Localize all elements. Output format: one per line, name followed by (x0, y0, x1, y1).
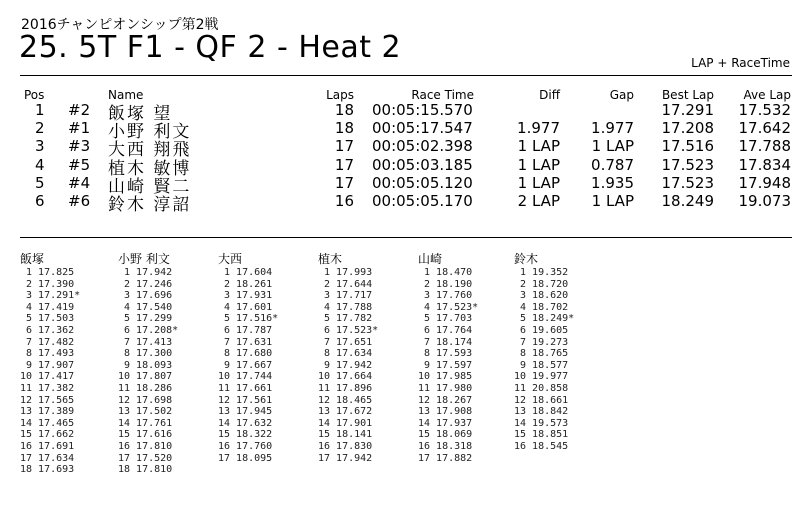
lap-time-entry: 11 17.980 (418, 382, 473, 394)
result-pos: 4 (35, 155, 45, 174)
lap-time-entry: 12 18.465 (318, 394, 373, 406)
result-race-time: 00:05:03.185 (372, 155, 473, 174)
lap-column-driver: 植木 (318, 252, 343, 266)
lap-time-entry: 12 18.661 (514, 394, 569, 406)
lap-time-entry: 6 17.208* (118, 324, 179, 336)
lap-time-entry: 12 17.561 (218, 394, 273, 406)
lap-time-entry: 15 17.616 (118, 429, 173, 441)
result-race-time: 00:05:05.170 (372, 192, 473, 210)
result-car-number: #4 (68, 173, 91, 192)
result-pos: 5 (35, 173, 45, 192)
result-laps: 17 (334, 155, 354, 174)
col-header-gap: Gap (609, 88, 634, 102)
lap-time-entry: 14 17.465 (20, 417, 75, 429)
result-best-lap: 17.523 (661, 173, 714, 192)
lap-time-entry: 9 17.667 (218, 359, 273, 371)
lap-time-entry: 6 17.787 (218, 324, 273, 336)
lap-time-entry: 6 19.605 (514, 324, 569, 336)
header-divider (20, 75, 792, 76)
result-laps: 16 (334, 192, 354, 210)
lap-time-entry: 4 17.523* (418, 301, 479, 313)
lap-time-entry: 7 17.413 (118, 336, 173, 348)
report-mode-label: LAP + RaceTime (691, 56, 790, 70)
lap-time-entry: 7 18.174 (418, 336, 473, 348)
lap-time-entry: 1 18.470 (418, 267, 473, 278)
result-best-lap: 17.291 (661, 101, 714, 119)
lap-time-entry: 17 17.520 (118, 452, 173, 464)
lap-time-entry: 1 17.993 (318, 267, 373, 278)
lap-time-entry: 5 17.516* (218, 313, 279, 325)
lap-time-entry: 6 17.764 (418, 324, 473, 336)
lap-time-entry: 16 18.318 (418, 440, 473, 452)
lap-time-entry: 14 17.761 (118, 417, 173, 429)
lap-time-entry: 10 17.985 (418, 371, 473, 383)
lap-time-entry: 13 18.842 (514, 406, 569, 418)
result-race-time: 00:05:17.547 (372, 119, 473, 138)
result-gap: 1.977 (591, 119, 634, 138)
lap-time-entry: 8 17.680 (218, 348, 273, 360)
result-best-lap: 17.208 (661, 119, 714, 138)
lap-time-entry: 10 17.664 (318, 371, 373, 383)
lap-time-entry: 12 18.267 (418, 394, 473, 406)
lap-time-entry: 7 19.273 (514, 336, 569, 348)
result-race-time: 00:05:02.398 (372, 137, 473, 156)
col-header-name: Name (108, 88, 144, 102)
result-ave-lap: 17.642 (738, 119, 791, 138)
lap-time-entry: 15 18.141 (318, 429, 373, 441)
lap-time-entry: 9 18.577 (514, 359, 569, 371)
result-pos: 6 (35, 192, 45, 210)
result-driver-name: 鈴木 淳詔 (108, 195, 192, 215)
lap-time-entry: 12 17.698 (118, 394, 173, 406)
result-diff: 1 LAP (517, 173, 560, 192)
result-diff: 2 LAP (517, 192, 560, 210)
lap-column (218, 252, 318, 464)
result-driver-name: 大西 翔飛 (108, 140, 192, 161)
lap-column (20, 252, 120, 476)
result-car-number: #5 (68, 155, 91, 174)
lap-time-entry: 13 17.945 (218, 406, 273, 418)
result-car-number: #1 (68, 119, 91, 138)
result-gap: 0.787 (591, 155, 634, 174)
lap-time-entry: 1 17.604 (218, 267, 273, 278)
result-pos: 1 (35, 101, 45, 119)
lap-time-entry: 13 17.908 (418, 406, 473, 418)
lap-column (514, 252, 614, 453)
lap-time-entry: 16 17.810 (118, 440, 173, 452)
col-header-pos: Pos (24, 88, 45, 102)
lap-time-entry: 9 17.907 (20, 359, 75, 371)
result-diff: 1.977 (517, 119, 560, 138)
lap-time-entry: 13 17.502 (118, 406, 173, 418)
result-laps: 18 (334, 101, 354, 119)
lap-time-entry: 10 19.977 (514, 371, 569, 383)
lap-time-entry: 17 17.942 (318, 452, 373, 464)
lap-time-entry: 8 17.593 (418, 348, 473, 360)
lap-time-entry: 14 17.632 (218, 417, 273, 429)
lap-time-entry: 16 17.691 (20, 440, 75, 452)
col-header-race-time: Race Time (411, 88, 474, 102)
lap-time-entry: 2 18.190 (418, 278, 473, 290)
lap-time-entry: 9 18.093 (118, 359, 173, 371)
lap-time-entry: 16 17.760 (218, 440, 273, 452)
lap-time-entry: 9 17.597 (418, 359, 473, 371)
lap-time-entry: 4 17.601 (218, 301, 273, 313)
lap-time-entry: 6 17.362 (20, 324, 75, 336)
lap-time-entry: 1 19.352 (514, 267, 569, 278)
result-best-lap: 18.249 (661, 192, 714, 210)
lap-time-entry: 5 17.782 (318, 313, 373, 325)
lap-time-entry: 17 18.095 (218, 452, 273, 464)
result-pos: 3 (35, 137, 45, 156)
result-car-number: #2 (68, 101, 91, 119)
lap-column (418, 252, 518, 464)
result-ave-lap: 17.834 (738, 155, 791, 174)
lap-time-entry: 16 17.830 (318, 440, 373, 452)
lap-time-entry: 11 17.896 (318, 382, 373, 394)
lap-time-entry: 5 17.299 (118, 313, 173, 325)
lap-time-entry: 3 17.760 (418, 290, 473, 302)
result-ave-lap: 17.948 (738, 173, 791, 192)
lap-time-entry: 17 17.634 (20, 452, 75, 464)
result-ave-lap: 17.788 (738, 137, 791, 156)
lap-time-entry: 4 17.419 (20, 301, 75, 313)
lap-time-entry: 18 17.693 (20, 464, 75, 476)
result-gap: 1 LAP (591, 192, 634, 210)
lap-time-entry: 7 17.482 (20, 336, 75, 348)
result-race-time: 00:05:15.570 (372, 101, 473, 119)
lap-column-driver: 大西 (218, 252, 243, 266)
result-best-lap: 17.523 (661, 155, 714, 174)
lap-time-entry: 11 17.661 (218, 382, 273, 394)
lap-column (318, 252, 418, 464)
result-race-time: 00:05:05.120 (372, 173, 473, 192)
lap-time-entry: 3 17.717 (318, 290, 373, 302)
result-driver-name: 山崎 賢二 (108, 176, 192, 197)
lap-time-entry: 6 17.523* (318, 324, 379, 336)
lap-time-entry: 5 18.249* (514, 313, 575, 325)
lap-time-entry: 3 17.931 (218, 290, 273, 302)
lap-time-entry: 7 17.631 (218, 336, 273, 348)
col-header-laps: Laps (326, 88, 354, 102)
result-gap: 1.935 (591, 173, 634, 192)
result-gap: 1 LAP (591, 137, 634, 156)
lap-time-entry: 10 17.807 (118, 371, 173, 383)
lap-time-entry: 8 18.765 (514, 348, 569, 360)
lap-time-entry: 14 17.901 (318, 417, 373, 429)
lap-time-entry: 5 17.703 (418, 313, 473, 325)
lap-time-entry: 2 18.261 (218, 278, 273, 290)
lap-time-entry: 7 17.651 (318, 336, 373, 348)
lap-time-entry: 15 17.662 (20, 429, 75, 441)
lap-time-entry: 13 17.389 (20, 406, 75, 418)
result-laps: 17 (334, 173, 354, 192)
result-driver-name: 飯塚 望 (108, 104, 173, 124)
result-pos: 2 (35, 119, 45, 138)
col-header-ave-lap: Ave Lap (743, 88, 791, 102)
result-diff: 1 LAP (517, 137, 560, 156)
lap-time-entry: 1 17.825 (20, 267, 75, 278)
lap-time-entry: 4 17.788 (318, 301, 373, 313)
lap-time-entry: 2 17.644 (318, 278, 373, 290)
lap-time-entry: 15 18.322 (218, 429, 273, 441)
lap-time-entry: 8 17.634 (318, 348, 373, 360)
lap-time-entry: 4 18.702 (514, 301, 569, 313)
result-ave-lap: 19.073 (738, 192, 791, 210)
lap-column-driver: 鈴木 (514, 252, 539, 266)
lap-time-entry: 8 17.300 (118, 348, 173, 360)
lap-time-entry: 8 17.493 (20, 348, 75, 360)
lap-time-entry: 11 17.382 (20, 382, 75, 394)
section-divider (20, 237, 792, 238)
result-driver-name: 小野 利文 (108, 122, 192, 143)
event-subtitle: 2016チャンピオンシップ第2戦 (21, 17, 219, 33)
lap-column-driver: 小野 利文 (118, 252, 170, 266)
lap-time-entry: 2 18.720 (514, 278, 569, 290)
result-row (0, 192, 800, 215)
lap-column-driver: 山崎 (418, 252, 443, 266)
lap-time-entry: 15 18.851 (514, 429, 569, 441)
lap-time-entry: 18 17.810 (118, 464, 173, 476)
result-ave-lap: 17.532 (738, 101, 791, 119)
lap-time-entry: 1 17.942 (118, 267, 173, 278)
lap-column (118, 252, 218, 476)
lap-time-entry: 16 18.545 (514, 440, 569, 452)
lap-column-driver: 飯塚 (20, 252, 45, 266)
lap-time-entry: 2 17.390 (20, 278, 75, 290)
lap-time-entry: 14 19.573 (514, 417, 569, 429)
lap-time-entry: 3 17.291* (20, 290, 81, 302)
lap-time-entry: 11 20.858 (514, 382, 569, 394)
lap-time-entry: 10 17.744 (218, 371, 273, 383)
col-header-best-lap: Best Lap (661, 88, 714, 102)
lap-time-entry: 4 17.540 (118, 301, 173, 313)
lap-time-entry: 17 17.882 (418, 452, 473, 464)
result-car-number: #3 (68, 137, 91, 156)
lap-time-entry: 10 17.417 (20, 371, 75, 383)
lap-time-entry: 5 17.503 (20, 313, 75, 325)
lap-time-entry: 12 17.565 (20, 394, 75, 406)
lap-time-entry: 3 17.696 (118, 290, 173, 302)
lap-time-entry: 9 17.942 (318, 359, 373, 371)
lap-time-entry: 15 18.069 (418, 429, 473, 441)
lap-time-entry: 3 18.620 (514, 290, 569, 302)
result-laps: 17 (334, 137, 354, 156)
col-header-diff: Diff (539, 88, 560, 102)
result-driver-name: 植木 敏博 (108, 158, 192, 179)
result-best-lap: 17.516 (661, 137, 714, 156)
race-title: 25. 5T F1 - QF 2 - Heat 2 (19, 30, 402, 65)
result-diff: 1 LAP (517, 155, 560, 174)
lap-time-entry: 14 17.937 (418, 417, 473, 429)
lap-time-entry: 2 17.246 (118, 278, 173, 290)
lap-time-entry: 11 18.286 (118, 382, 173, 394)
lap-time-entry: 13 17.672 (318, 406, 373, 418)
result-laps: 18 (334, 119, 354, 138)
result-car-number: #6 (68, 192, 91, 210)
